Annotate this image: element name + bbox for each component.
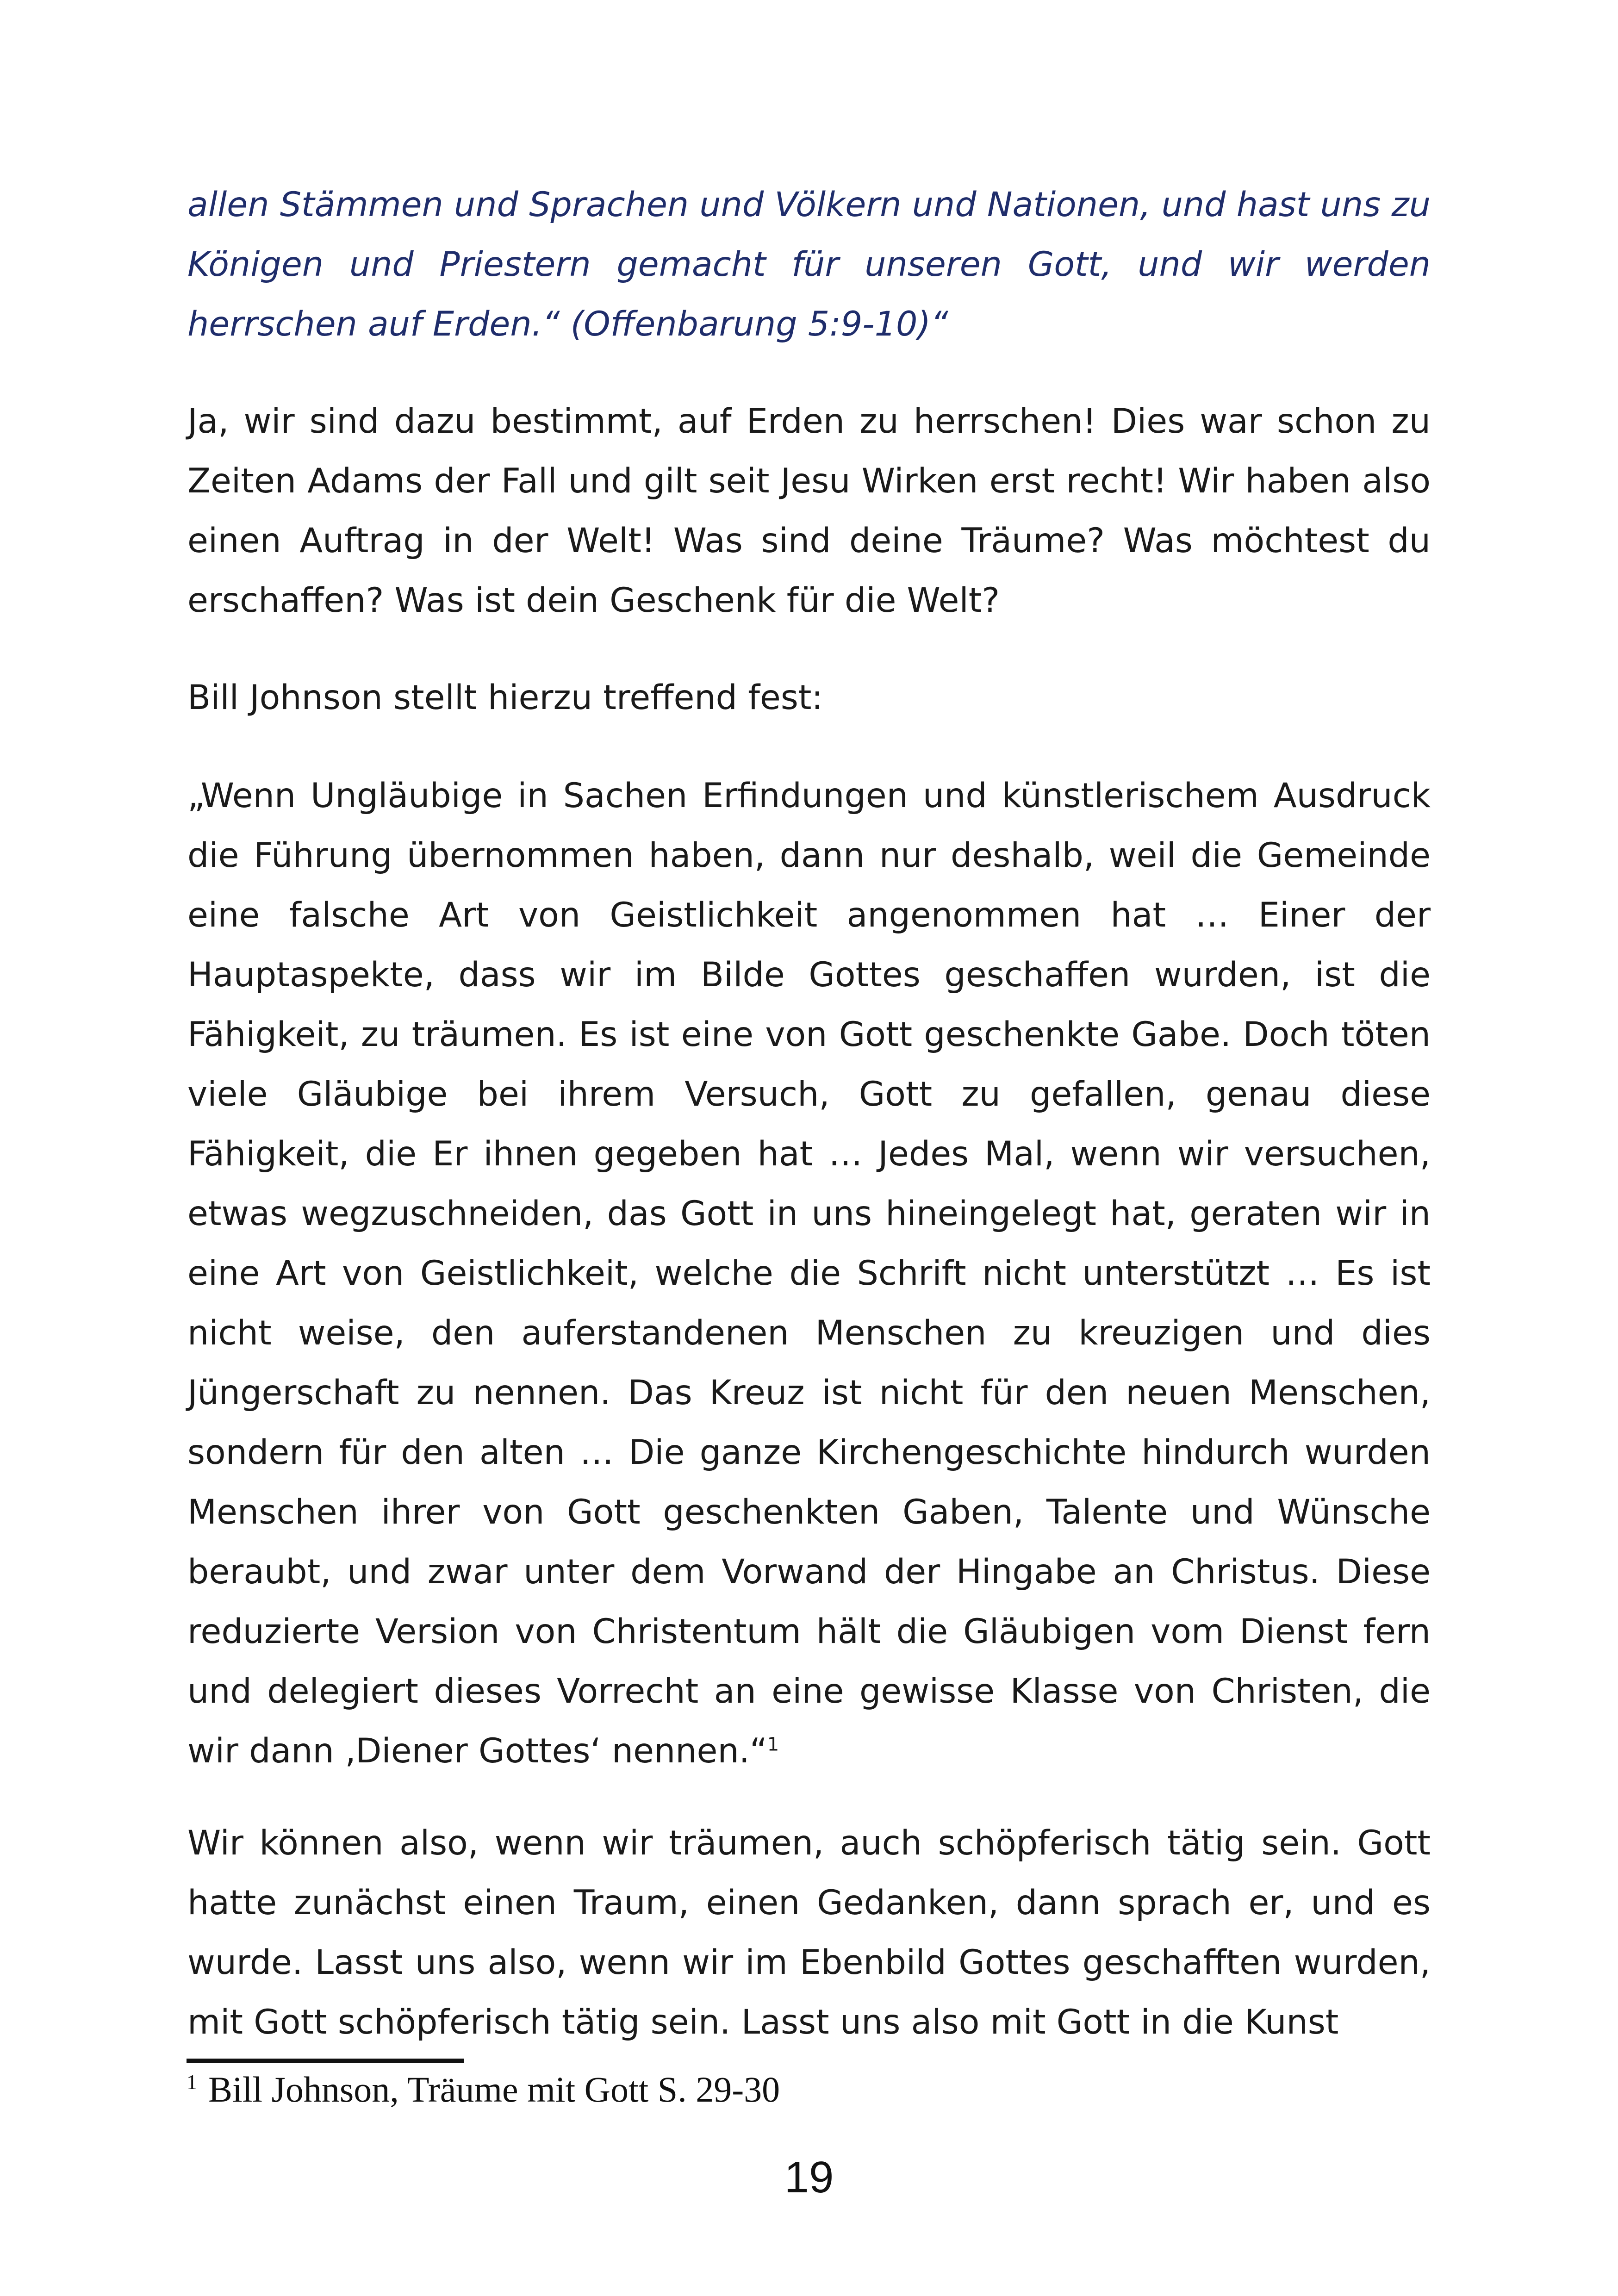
footnote-number: 1: [187, 2070, 197, 2094]
scripture-quote: allen Stämmen und Sprachen und Völkern und Nationen, und hast uns zu Königen und Priestern gemacht für unseren Gott, und wir werden herrschen auf Erden.“ (Offenbarung 5:9-10)“: [187, 185, 1431, 344]
johnson-quote: [187, 766, 1431, 1781]
paragraph-dreams: Ja, wir sind dazu bestimmt, auf Erden zu herrschen! Dies war schon zu Zeiten Adams der Fall und gilt seit Jesu Wirken erst recht! Wir haben also einen Auftrag in der Welt! Was sind deine Träume? Was möchtest du erschaffen? Was ist dein Geschenk für die Welt?: [187, 402, 1431, 620]
footnote: [187, 2066, 780, 2113]
footnote-separator: [187, 2059, 464, 2063]
johnson-quote-text: „Wenn Ungläubige in Sachen Erfindungen und künstlerischem Ausdruck die Führung übernommen haben, dann nur deshalb, weil die Gemeinde eine falsche Art von Geistlichkeit angenommen hat … Einer der Hauptaspekte, dass wir im Bilde Gottes geschaffen wurden, ist die Fähigkeit, zu träumen. Es ist eine von Gott geschenkte Gabe. Doch töten viele Gläubige bei ihrem Versuch, Gott zu gefallen, genau diese Fähigkeit, die Er ihnen gegeben hat … Jedes Mal, wenn wir versuchen, etwas wegzuschneiden, das Gott in uns hineingelegt hat, geraten wir in eine Art von Geistlichkeit, welche die Schrift nicht unterstützt … Es ist nicht weise, den auferstandenen Menschen zu kreuzigen und dies Jüngerschaft zu nennen. Das Kreuz ist nicht für den neuen Menschen, sondern für den alten … Die ganze Kirchengeschichte hindurch wurden Menschen ihrer von Gott geschenkten Gaben, Talente und Wünsche beraubt, und zwar unter dem Vorwand der Hingabe an Christus. Diese reduzierte Version von Christentum hält die Gläubigen vom Dienst fern und delegiert dieses Vorrecht an eine gewisse Klasse von Christen, die wir dann ‚Diener Gottes‘ nennen.“: [187, 776, 1431, 1771]
paragraph-creative: Wir können also, wenn wir träumen, auch schöpferisch tätig sein. Gott hatte zunächst einen Traum, einen Gedanken, dann sprach er, und es wurde. Lasst uns also, wenn wir im Ebenbild Gottes geschafften wurden, mit Gott schöpferisch tätig sein. Lasst uns also mit Gott in die Kunst: [187, 1823, 1431, 2042]
footnote-reference[interactable]: 1: [767, 1734, 779, 1755]
footnote-text: Bill Johnson, Träume mit Gott S. 29-30: [208, 2069, 780, 2109]
page-number: 19: [784, 2153, 834, 2202]
paragraph-intro-johnson: Bill Johnson stellt hierzu treffend fest:: [187, 678, 823, 717]
